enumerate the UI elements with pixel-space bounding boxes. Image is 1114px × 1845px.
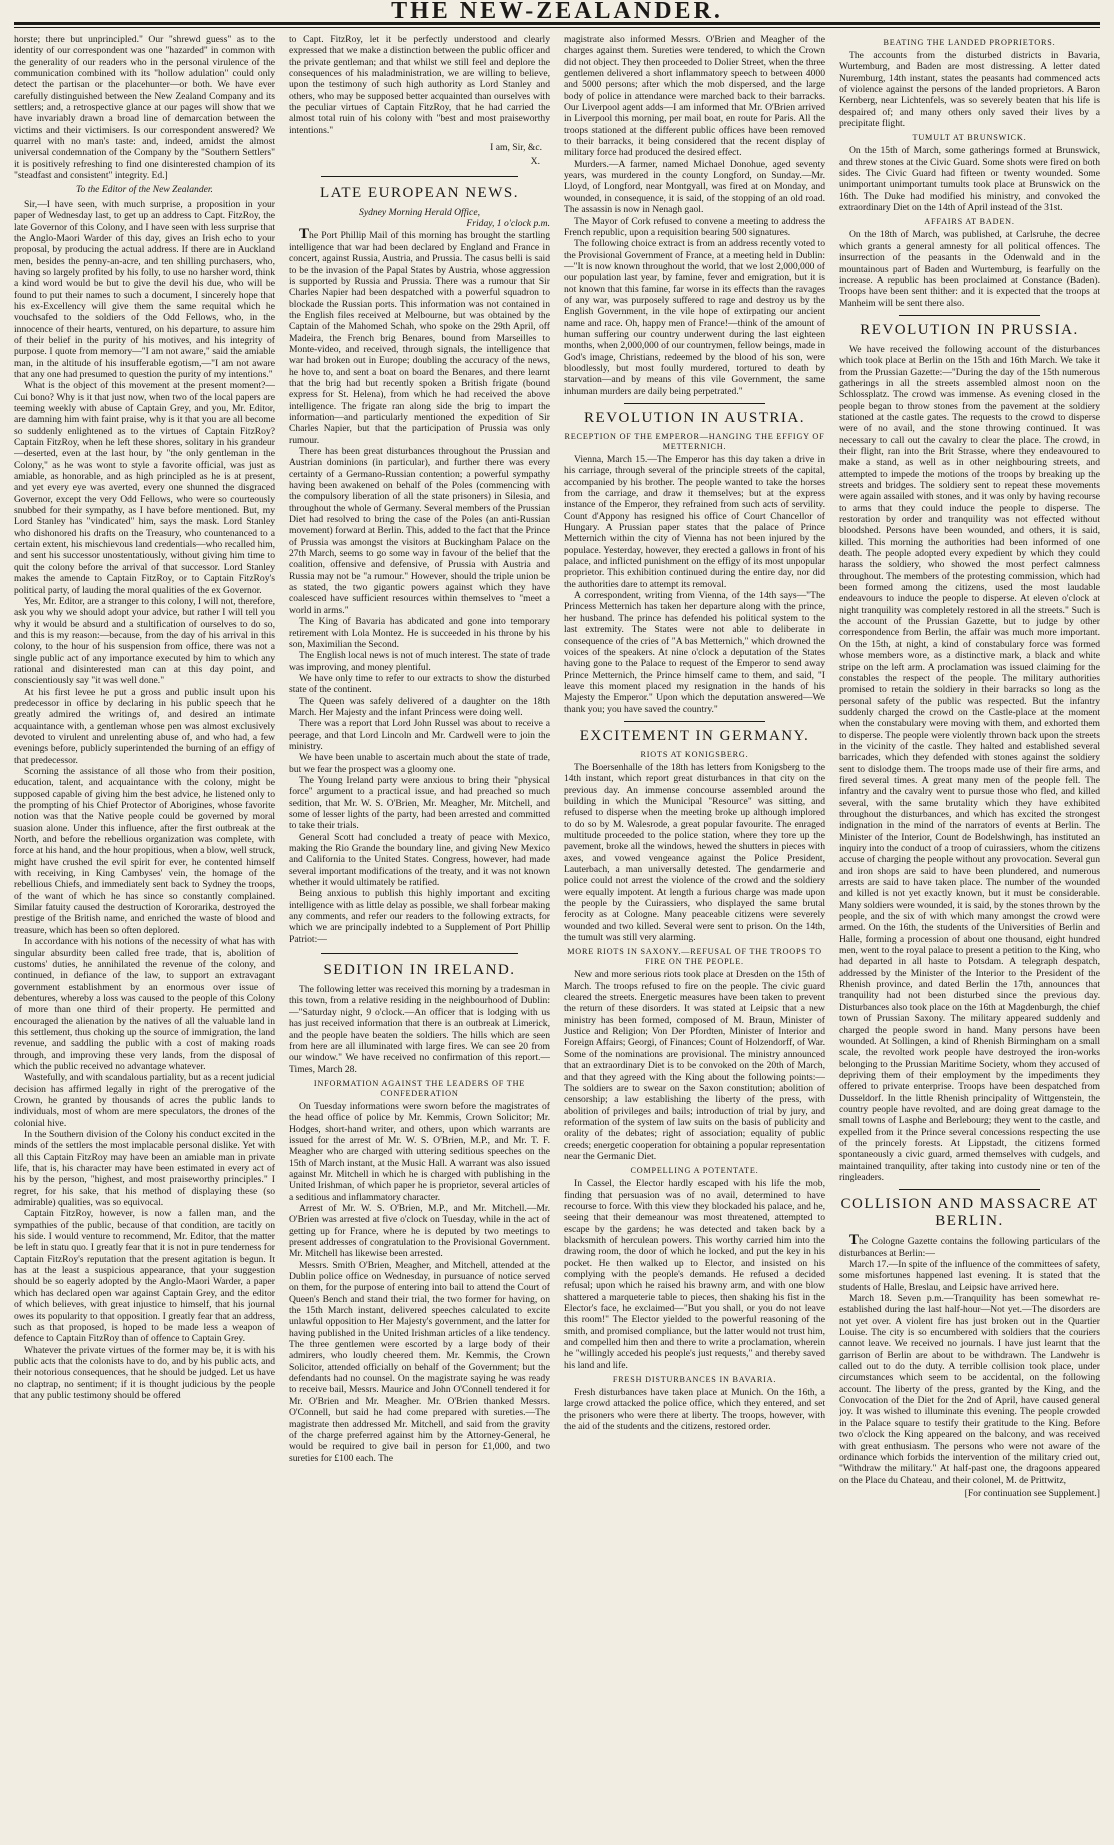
article-paragraph: On the 15th of March, some gatherings formed at Brunswick, and threw stones at the Civic Guard. Some shots were fired on both sides. The Civic Guard had fifteen or twenty wounded. Some unimportant unimportant tumults took place at Brunswick on the 16th. The Duke had modified his ministry, and convoked the extraordinary Diet on the 14th of April instead of the 31st. <box>839 145 1100 214</box>
article-paragraph: In accordance with his notions of the necessity of what has with singular absurdity been called free trade, that is, abolition of customs' duties, he annihilated the revenue of the colony, and continued, in defiance of the law, to support an extravagant government establishment by an enormous over issue of debentures, whereby a loss was caused to the people of this Colony of more than one third of their property. He permitted and encouraged the alienation by the natives of all the valuable land in this settlement, thus choking up the source of immigration, the land revenue, and saddling the public with a cost of making roads through, and improving these very lands, from the disposal of which the public received no advantage whatever. <box>14 936 275 1072</box>
article-paragraph: At his first levee he put a gross and public insult upon his predecessor in office by declaring in his public speech that he greatly admired the writings of, and desired an intimate acquaintance with, a gentleman whose pen was almost exclusively devoted to virulent and unrelenting abuse of, and who had, a few evenings before, publicly superintended the burning of an effigy of that predecessor. <box>14 686 275 766</box>
article-paragraph: The Mayor of Cork refused to convene a meeting to address the French republic, upon a requisition bearing 500 signatures. <box>564 215 825 238</box>
article-paragraph: Messrs. Smith O'Brien, Meagher, and Mitchell, attended at the Dublin police office on Wednesday, in pursuance of notice served on them, for the purpose of entering into bail to attend the Court of Queen's Bench and stand their trial, the two former for having, on the 15th March instant, delivered speeches calculated to excite unlawful opposition to Her Majesty's government, and the latter for having published in the United Irishman articles of a like tendency. The three gentlemen were escorted by a large body of their admirers, who loudly cheered them. Mr. Kemmis, the Crown Solicitor, attended officially on behalf of the Government; but the defendants had no counsel. On the magistrate saying he was ready to receive bail, Messrs. Maurice and John O'Connell tendered it for Mr. O'Brien and Mr. Meagher. Mr. O'Brien thanked Messrs. O'Connell, but said he had come prepared with sureties.—The magistrate then addressed Mr. Mitchell, and said from the gravity of the charge preferred against him by the Attorney-General, he would be required to give bail in person for £1,000, and two sureties for £100 each. The <box>289 1259 550 1464</box>
article-austria <box>564 454 825 715</box>
article-paragraph: The following letter was received this morning by a tradesman in this town, from a relative residing in the neighbourhood of Dublin:—"Saturday night, 9 o'clock.—An officer that is lodging with us has just received information that there is an outbreak at Limerick, and the people have beaten the soldiers. The hills which are seen from here are all illuminated with large fires. We can see 20 from our window." We have received no confirmation of this report.—Times, March 28. <box>289 984 550 1075</box>
article-paragraph: Yes, Mr. Editor, are a stranger to this colony, I will not, therefore, ask you why we should adopt your advice, but rather I will tell you why it would be absurd and a stultification of ourselves to do so, and this is my reason:—because, from the day of his arrival in this colony, to the hour of his suspension from office, there was not a single public act of any importance executed by him to which any rational and disinterested man can at this day point, and conscientiously say "it was well done." <box>14 595 275 687</box>
article-paragraph: Murders.—A farmer, named Michael Donohue, aged seventy years, was murdered in the county Longford, on Sunday.—Mr. Lloyd, of Longford, near Montgyall, was fired at on Monday, and wounded, in consequence, it is said, of the stopping of an old road. The assassin is now in Nenagh gaol. <box>564 158 825 216</box>
subheading-confederation: INFORMATION AGAINST THE LEADERS OF THE CONFEDERATION <box>313 1078 526 1098</box>
article-paragraph: Arrest of Mr. W. S. O'Brien, M.P., and Mr. Mitchell.—Mr. O'Brien was arrested at five o'clock on Tuesday, while in the act of getting up for France, where he is deputed by two meetings to present addresses of congratulation to the Provisional Government. Mr. Mitchell has likewise been arrested. <box>289 1202 550 1260</box>
article-paragraph: Vienna, March 15.—The Emperor has this day taken a drive in his carriage, through several of the principle streets of the capital, accompanied by his brother. The people wanted to take the horses from the carriage, and draw it themselves; but at the express instance of the Emperor, they refrained from such acts of servility. Count d'Appony has resigned his office of Court Chancellor of Hungary. A Prussian paper states that the palace of Prince Metternich within the city of Vienna has not been injured by the populace. Yesterday, however, they erected a gallows in front of his palace, and inflicted punishment on the effigy of its most unpopular proprietor. This exhibition continued during the entire day, nor did the authorities dare to attempt its removal. <box>564 454 825 590</box>
subheading-potentate: COMPELLING A POTENTATE. <box>630 1166 759 1176</box>
subheading-bavaria: FRESH DISTURBANCES IN BAVARIA. <box>612 1375 777 1385</box>
article-paragraph: The Queen was safely delivered of a daughter on the 18th March. Her Majesty and the infant Princess were doing well. <box>289 695 550 718</box>
article-paragraph: The following choice extract is from an address recently voted to the Provisional Government of France, at a meeting held in Dublin:—"It is now known throughout the world, that we lost 2,000,000 of our population last year, by famine, fever and emigration, but it is not known that this famine, far worse in its effects than the ravages of any war, was purposely suffered to rage and destroy us by the English Government, in the vile hope of extirpating our ancient name and race. Oh, happy men of France!—think of the amount of human suffering our country underwent during the last eighteen months, when 2,000,000 of our countrymen, fellow beings, made in God's image, Christians, redeemed by the blood of his son, were bloodlessly, but most foully murdered, tortured to death by starvation—and by means of this vile Government, the same inhuman murders are daily being perpetrated." <box>564 238 825 397</box>
subheading-metternich: RECEPTION OF THE EMPEROR—HANGING THE EFFIGY OF METTERNICH. <box>564 432 825 451</box>
subheading-landed-proprietors: BEATING THE LANDED PROPRIETORS. <box>883 38 1056 47</box>
article-paragraph: Whatever the private virtues of the former may be, it is with his public acts that the colonists have to do, and by his public acts, and their notorious consequences, that he should be judged. Let us have no claptrap, no sentiment; if it is thought judicious by the people that any public testimony should be offered <box>14 1344 275 1401</box>
article-paragraph: magistrate also informed Messrs. O'Brien and Meagher of the charges against them. Sureties were tendered, to which the Crown did not object. They then proceeded to Dolier Street, when the three gentlemen delivered a short inflammatory speech to between 4000 and 5000 persons; after which the mob dispersed, and the large body of police in attendance were marched back to their barracks. Our Liverpool agent adds—I am informed that Mr. O'Brien arrived in Liverpool this morning, per mail boat, en route for Paris. All the troops stationed at the different public offices have been removed to their barracks, it being considered that the recent display of military force had produced the desired effect. <box>564 34 825 159</box>
dateline: Sydney Morning Herald Office, <box>359 206 480 218</box>
headline-revolution-in-austria: REVOLUTION IN AUSTRIA. <box>584 410 805 426</box>
column-1 <box>14 34 275 1834</box>
masthead: THE NEW-ZEALANDER. <box>391 0 723 22</box>
article-paragraph: In the Southern division of the Colony his conduct excited in the minds of the settlers the most implacable personal dislike. Yet with all this Captain FitzRoy may have been an amiable man in private life, that is, his character may have been estimated in every act of his by the person, "highest, and most praiseworthy principles." I regret, for his sake, that his method of displaying these (so admirable) qualities, was so equivocal. <box>14 1129 275 1209</box>
section-divider <box>899 1189 1040 1190</box>
article-paragraph: New and more serious riots took place at Dresden on the 15th of March. The troops refused to fire on the people. The civic guard cleared the streets. Energetic measures have been taken to prevent the return of these disorders. It was stated at Leipsic that a new ministry has been formed, composed of M. Braun, Minister of Justice and Religion; Von Der Pfordten, Minister of Interior and Foreign Affairs; Georgi, of Finances; Count of Holzendorff, of War. Some of the nominations are provisional. The ministry announced that an extraordinary Diet is to be convoked on the 20th of March, and that they agreed with the King about the following points:—The soldiers are to swear on the Saxon constitution; abolition of censorship; a law establishing the liberty of the press, with abolition of privileges and bails; introduction of trial by jury, and reformation of the system of law suits on the basis of publicity and orality of the debates; right of association; equality of public creeds; energetic cooperation for obtaining a popular representation near the Germanic Diet. <box>564 969 825 1162</box>
article-paragraph: On the 18th of March, was published, at Carlsruhe, the decree which grants a general amnesty for all political offences. The insurrection of the peasants in the Odenwald and in the mountainous part of Baden and Wurtemburg, is fearfully on the increase. A republic has been proclaimed at Constance (Baden). Troops have been sent thither: and it is expected that the troops at Manheim will be sent there also. <box>839 229 1100 309</box>
column-4 <box>839 34 1100 1834</box>
article-paragraph: In Cassel, the Elector hardly escaped with his life the mob, finding that persuasion was of no avail, determined to have recourse to force. With this view they blockaded his palace, and he, seeing that their demeanour was most threatened, attempted to escape by the gardens; he was detected and taken back by a blacksmith of herculean powers. This worthy carried him into the drawing room, the door of which he locked, and put the key in his pocket. He then walked up to Elector, and insisted on his complying with the people's demands. He refused a decided refusal; upon which he raised his brawny arm, and with one blow shattered a marqueterie table to pieces, then shaking his fist in the Elector's face, he exclaimed—"But you shall, or you do not leave this room!" The Elector yielded to the powerful reasoning of the smith, and promised compliance, but the latter would not trust him, and compelled him then and there to write a proclamation, wherein he "willingly acceded his people's just requests," and thereby saved his land and life. <box>564 1178 825 1371</box>
article-berlin <box>839 1232 1100 1486</box>
article-paragraph: Sir,—I have seen, with much surprise, a proposition in your paper of Wednesday last, to get up an address to Capt. FitzRoy, the late Governor of this Colony, and I have seen with less surprise that the Anglo-Maori Warder of this day, gives an Irish echo to your proposal, by producing the actual address. If there are in Auckland men, besides the penny-an-acre, and ten shilling purchasers, who, having so largely profited by his folly, to use no harsher word, think a kind word would be but to give the devil his due, who will be found to put their names to such a document, I sincerely hope that his ex-Excellency will give them the same requital which he vouchsafed to the soldiers of the Odd Fellows, who, in the innocence of their hearts, ventured, on his departure, to assure him of their belief in the purity of his motives, and his integrity of purpose. I quote from memory—"I am not aware," said the amiable man, in the altitude of his insufferable egotism,—"I am not aware that any one had presumed to question the purity of my intentions." <box>14 198 275 380</box>
article-paragraph: March 17.—In spite of the influence of the committees of safety, some misfortunes happened last evening. It is stated that the students of Halle, Breslau, and Leipsic have arrived here. <box>839 1259 1100 1293</box>
columns <box>14 34 1100 1834</box>
headline-late-european-news: LATE EUROPEAN NEWS. <box>320 184 519 201</box>
article-paragraph: The Boersenhalle of the 18th has letters from Konigsberg to the 14th instant, which report great disturbances in that city on the previous day. An immense concourse assembled around the building in which the Municipal "Resource" was sitting, and refused to disperse when the meeting broke up although implored to do so by M. Walesrode, a great popular favourite. The enraged multitude proceeded to the police station, where they tore up the pavement, broke all the windows, hewed the shutters in pieces with axes, and vowed vengeance against the Police President, Lauterbach, a man universally detested. The gendarmerie and police could not arrest the violence of the crowd and the soldiery were equally impotent. At length a furious charge was made upon the people by the Cuirassiers, who displayed the same brutal ferocity as at Cologne. Many peaceable citizens were severely wounded and two killed. Several were sent to prison. On the 14th, the tumult was still very alarming. <box>564 761 825 944</box>
headline-revolution-in-prussia: REVOLUTION IN PRUSSIA. <box>860 321 1079 338</box>
article-paragraph: On Tuesday informations were sworn before the magistrates of the head office of police by Mr. Kemmis, Crown Solicitor; Mr. Hodges, short-hand writer, and others, upon which warrants are issued for the arrest of Mr. W. S. O'Brien, M.P., and Mr. T. F. Meagher who are charged with uttering seditious speeches on the 15th of March instant, at the Music Hall. A warrant was also issued against Mr. Mitchell in which he is charged with publishing in the United Irishman, of which paper he is proprietor, several articles of a seditious and inflammatory character. <box>289 1100 550 1203</box>
subheading-konigsberg: RIOTS AT KONIGSBERG. <box>640 749 749 759</box>
letter-signature: I am, Sir, &c. <box>490 142 542 154</box>
letter-ending: to Capt. FitzRoy, let it be perfectly understood and clearly expressed that we make a distinction between the public officer and the private gentleman; and that whilst we still feel and deplore the consequences of his maladministration, we are willing to believe, upon the testimony of such high authority as Lord Stanley and others, who may be supposed better acquainted than ourselves with the peculiar virtues of Captain FitzRoy, that he had carried the almost total ruin of his colony with "best and most praiseworthy intentions." <box>289 34 550 136</box>
section-divider <box>321 953 518 954</box>
article-paragraph: March 18. Seven p.m.—Tranquility has been somewhat re-established during the last half-hour—Not yet.—The disorders are not yet over. A violent fire has just broken out in the Quartier Louise. The city is so encumbered with soldiers that the couriers cannot leave. We received no journals. I have just learnt that the garrison of Berlin are about to be withdrawn. The Landwehr is called out to do the duty. A terrible collision took place, under circumstances which seem to be accidental, on the following account. The liberty of the press, granted by the King, and the Convocation of the Diet for the 2nd of April, have caused general joy. It was wished to illuminate this evening. The people crowded in the Palace square to testify their gratitude to the King. Before two o'clock the King appeared on the balcony, and was received with great enthusiasm. The persons who were not aware of the ordinance which forbids the intervention of the military cried out, "Withdraw the military." At half-past one, the dragoons appeared on the Place du Chateau, and their colonel, M. de Prittwitz, <box>839 1293 1100 1486</box>
subheading-baden: AFFAIRS AT BADEN. <box>924 217 1015 227</box>
subheading-brunswick: TUMULT AT BRUNSWICK. <box>912 133 1027 143</box>
article-paragraph: The accounts from the disturbed districts in Bavaria, Wurtemburg, and Baden are most distressing. A letter dated Nuremburg, 14th instant, states the peasants had commenced acts of violence against the persons of the landed proprietors. A Baron Kernberg, near Lichtenfels, was so severely beaten that his life is despaired of; and many others only saved their lives by a precipitate flight. <box>839 50 1100 130</box>
article-paragraph: A correspondent, writing from Vienna, of the 14th says—"The Princess Metternich has taken her departure along with the prince, her husband. The prince has defended his political system to the last extremity. The States were not able to deliberate in consequence of the cries of "A bas Metternich," which drowned the voices of the speakers. At nine o'clock a deputation of the States having gone to the Palace to request of the Emperor to send away Prince Metternich, the Prince himself came to them, and said, "I leave this moment placed my resignation in the hands of his Majesty the Emperor." Upon which the deputation answered—We thank you; you have saved the country." <box>564 590 825 715</box>
article-european-news <box>289 226 550 945</box>
article-ireland-continued <box>564 34 825 397</box>
article-paragraph: We have been unable to ascertain much about the state of trade, but we fear the prospect was a gloomy one. <box>289 752 550 775</box>
subheading-saxony: MORE RIOTS IN SAXONY.—REFUSAL OF THE TROOPS TO FIRE ON THE PEOPLE. <box>567 947 822 967</box>
article-paragraph: horste; there but unprincipled." Our "shrewd guess" as to the identity of our correspondent was one "hazarded" in common with the generality of our readers who in the personal virulence of the communication combined with its "hollow adulation" could only detect the partisan or the placehunter—or both. We have ever carefully distinguished between the New Zealand Company and its settlers; and, a retrospective glance at our pages will show that we have invariably drawn a broad line of demarcation between the victims and their victimisers. Is our correspondent answered? We quarrel with no man's taste: and, indeed, amidst the almost universal condemnation of the Company by the "Southern Settlers" it is positively refreshing to find one disinterested champion of its "steadfast and consistent" integrity. Ed.] <box>14 34 275 182</box>
masthead-rule-thin <box>14 27 1100 28</box>
column-3 <box>564 34 825 1834</box>
article-paragraph: Captain FitzRoy, however, is now a fallen man, and the sympathies of the public, because of that condition, are tacitly on his side. I would venture to recommend, Mr. Editor, that the matter be left in statu quo. I greatly fear that it is not in pure tenderness for Captain FitzRoy's reputation that the present agitation is begun. It has at the least a suspicious appearance, that your suggestion should be so eagerly adopted by the Anglo-Maori Warder, a paper which has declared open war against Captain Grey, and the editor of which believes, with great injustice to himself, that his journal owes its popularity to that opposition. I greatly fear that an address, such as that proposed, is hoped to be made less a weapon of defence to Captain FitzRoy than of offence to Captain Grey. <box>14 1208 275 1345</box>
headline-collision-at-berlin: COLLISION AND MASSACRE AT BERLIN. <box>840 1196 1099 1230</box>
headline-sedition-in-ireland: SEDITION IN IRELAND. <box>323 962 516 979</box>
headline-excitement-in-germany: EXCITEMENT IN GERMANY. <box>579 727 810 744</box>
article-paragraph: Scorning the assistance of all those who from their position, education, talent, and acquaintance with the colony, might be supposed capable of giving him the best advice, he listened only to the prompting of his Chief Protector of Aborigines, whose favorite notion was that the Native people could be governed by moral suasion alone. Under this influence, after the first outbreak at the North, and before the rebellious organization was complete, with force at his hand, and the hour propitious, when a blow, well struck, might have crushed the evil spirit for ever, he contented himself with receiving, in King Cambyses' vein, the homage of the rebellious Chiefs, and immediately sent back to Sydney the troops, of the want of which he has since so constantly complained. Similar fatuity caused the destruction of Kororarika, destroyed the prestige of the British name, and enriched the waste of blood and treasure, which has been so often deplored. <box>14 766 275 936</box>
section-divider <box>899 315 1040 316</box>
section-divider <box>624 403 765 404</box>
dateline-time: Friday, 1 o'clock p.m. <box>466 218 550 230</box>
article-paragraph: We have received the following account of the disturbances which took place at Berlin on the 15th and 16th March. We take it from the Prussian Gazette:—"During the day of the 15th numerous gatherings in all the streets assembled almost noon on the Schlossplatz. The crowd was immense. As evening closed in the people began to throw stones from the pavement at the soldiery stationed at the castle gates. The requests to the crowd to disperse were of no avail, and the stone throwing continued. It was necessary to call out the cavalry to clear the place. The crowd, in their flight, ran into the Brit Strasse, where they endeavoured to make a stand, as well as in other neighbouring streets, and attempted to impede the motions of the troops by breaking up the streets and bridges. The soldiery sent to repeat these movements were again assailed with stones, and it was only by having recourse to arms that they could induce the people to disperse. The restoration by order and tranquility was not effected without bloodshed. Persons have been wounded, and others, it is said, killed. This morning the authorities had been informed of one death. The people adopted every expedient by which they could harass the soldiery, who showed the most perfect calmness throughout. The members of the protesting commission, which had been formed among the citizens, used the most laudable endeavours to induce the people to disperse. At eleven o'clock at night tranquility was completely restored in all the streets." Such is the account of the Prussian Gazette, but to judge by other correspondence from Berlin, the affair was much more important. On the 15th, at night, a kind of constabulary force was formed whose members wore, as a distinctive mark, a black and white stripe on the left arm. A proclamation was issued claiming for the constables the respect of the people. The military authorities promised to retain the soldiery in their barracks so long as the personal safety of the public was respected. But the infantry suddenly charged the crowd on the Castle-place at the moment when the constabulary were moving with them, and exhorted them to disperse. The people were violently thrown back upon the streets in the vicinity of the castle. They halted and established several barricades, which they defended with stones against the soldiery sent to dislodge them. The troops made use of their fire arms, and fired several times. A great many men of the people fell. The infantry and the cavalry went to pursue those who fled, and killed several, with the same brutality which they have exhibited throughout the disturbances, and which has excited the strongest indignation in the mind of the narrators of events at Berlin. The Minister of the Interior, Count de Bodelshwingh, has instituted an inquiry into the conduct of a troop of cuirassiers, whom the citizens accuse of charging the people without any provocation. Several gun and iron shops are said to have been plundered, and numerous arrests are said to have taken place. The number of the wounded and killed is not yet exactly known, but it must be considerable. Many soldiers were wounded, it is said, by the stones thrown by the people, and the six of with which many amongst the crowd were armed. On the 16th, the students of the Universities of Berlin and Halle, forming a procession of about one thousand, eight hundred men, went to the royal palace to present a petition to the King, who had departed in all haste to Potsdam. A telegraph despatch, addressed by the Minister of the Interior to the President of the Rhenish province, and dated Berlin the 17th, announces that tranquility had not been disturbed since the previous day. Disturbances also took place on the 16th at Magdenburgh, the chief town of Prussian Saxony. The military appeared suddenly and charged the people sword in hand. Many persons have been wounded. At Sollingen, a kind of Rhenish Birmingham on a small scale, the revolted work people have destroyed the iron-works belonging to the Prussian Maritime Society, whom they accused of depriving them of their employment by the impediments they offered to private enterprise. Troops have been despatched from Dusseldorf. In the little Rhenish principality of Wittgenstein, the country people have revolted, and are doing great damage to the small towns of Lasphe and Berlebourg; they went to the castle, and expelled from it the Prince several concessions respecting the use of the princely forests. At Lippstadt, the citizens formed spontaneously a civic guard, armed themselves with cudgels, and maintained tranquility, after taking into custody nine or ten of the ringleaders. <box>839 343 1100 1183</box>
article-paragraph: The King of Bavaria has abdicated and gone into temporary retirement with Lola Montez. He is succeeded in his throne by his son, Maximilian the Second. <box>289 616 550 650</box>
article-paragraph: There has been great disturbances throughout the Prussian and Austrian dominions (in particular), and further there was every certainty of a Germano-Russian contention; a powerful sympathy having been awakened on behalf of the Poles (commencing with the compulsory liberation of all the state prisoners) in Silesia, and throughout the whole of Germany. Several members of the Prussian Diet had resolved to bring the case of the Poles (an anti-Russian movement) forward at Berlin. This, added to the fact that the Prince of Prussia was amongst the visitors at Buckingham Palace on the 27th March, seems to go some way in favour of the belief that the coalition, offensive and defensive, of Prussia with Austria and Russia may not be "a rumour." However, should the triple union be as stated, the two gigantic powers against which they have coalesced have sufficient resources within themselves to "meet a world in arms." <box>289 446 550 616</box>
article-paragraph: The Young Ireland party were anxious to bring their "physical force" argument to a practical issue, and had preached so much sedition, that Mr. W. S. O'Brien, Mr. Meagher, Mr. Mitchell, and some of lesser lights of the party, had been arrested and committed to take their trials. <box>289 774 550 832</box>
article-paragraph: We have only time to refer to our extracts to show the disturbed state of the continent. <box>289 672 550 696</box>
article-paragraph: To the Editor of the New Zealander. <box>76 184 213 196</box>
article-paragraph: The English local news is not of much interest. The state of trade was improving, and money plentiful. <box>289 650 550 673</box>
continuation-note: [For continuation see Supplement.] <box>964 1487 1100 1499</box>
article-paragraph: There was a report that Lord John Russel was about to receive a peerage, and that Lord Lincoln and Mr. Cardwell were to join the ministry. <box>289 718 550 752</box>
letter-signer: X. <box>530 156 540 168</box>
article-paragraph: What is the object of this movement at the present moment?—Cui bono? Why is it that just now, when two of the local papers are teeming weekly with abuse of Captain Grey, and you, Mr. Editor, are damning him with faint praise, why is it that you are all become so suddenly enlightened as to the virtues of Captain FitzRoy? Captain FitzRoy, when he left these shores, solitary in his grandeur—deserted, even at the last hour, by "the only gentleman in the Colony," as he was wont to style a favorite official, was just as amiable, as honorable, and as high principled as he is at present, and yet every eye was averted, every one shunned the disgraced Governor, except the very Odd Fellows, who were so courteously snubbed for their sympathy, as I have before mentioned. But, my Lord Stanley has "vindicated" him, says the mask. Lord Stanley who dishonored his drafts on the Treasury, who countenanced to a certain extent, his mischievous land credentials—who recalled him, and sent his successor unostentatiously, without giving him time to quit the colony before the arrival of that successor. Lord Stanley makes the amende to Captain FitzRoy, or to Captain FitzRoy's political party, of lauding the moral qualities of the ex Governor. <box>14 380 275 596</box>
masthead-rule <box>14 22 1100 25</box>
section-divider <box>624 721 765 722</box>
article-paragraph: The Port Phillip Mail of this morning has brought the startling intelligence that war had been declared by England and France in concert, against Russia, Austria, and Prussia. The casus belli is said to be the invasion of the Papal States by Austria, whose aggression is supported by Russia and Prussia. There was a rumour that Sir Charles Napier had been despatched with a powerful squadron to blockade the Russian ports. This information was not contained in the English files received at Melbourne, but was obtained by the Captain of the Mahomed Schah, who spoke on the 29th April, off Madeira, the French brig Benares, bound from Marseilles to Monte-video, and received, through signals, the intelligence that war had broken out in Europe; doubling the accuracy of the news, he hove to, and sent a boat on board the Benares, and there learnt that the brig had but recently spoken a British frigate (bound express for St. Helena), from which he had received the above intelligence. The frigate ran along side the brig to impart the information—and particularly mentioned the expedition of Sir Charles Napier, but that the participation of Prussia was only rumour. <box>289 226 550 446</box>
column-2 <box>289 34 550 1834</box>
article-paragraph: Wastefully, and with scandalous partiality, but as a recent judicial decision has affirmed legally in right of the prerogative of the Crown, he granted by thousands of acres the public lands to individuals, most of whom are mere speculators, the drones of the colonial hive. <box>14 1072 275 1129</box>
article-prussia <box>839 344 1100 1183</box>
article-paragraph: Being anxious to publish this highly important and exciting intelligence with as little delay as possible, we shall forbear making any comments, and refer our readers to the following extracts, for which we are principally indebted to a Supplement of Port Phillip Patriot:— <box>289 888 550 945</box>
article-paragraph: The Cologne Gazette contains the following particulars of the disturbances at Berlin:— <box>839 1232 1100 1259</box>
section-divider <box>321 176 518 177</box>
article-paragraph: Fresh disturbances have taken place at Munich. On the 16th, a large crowd attacked the police office, which they entered, and set the prisoners who were there at liberty. The troops, however, with the aid of the students and the citizens, restored order. <box>564 1387 825 1433</box>
article-paragraph: General Scott had concluded a treaty of peace with Mexico, making the Rio Grande the boundary line, and giving New Mexico and California to the United States. Congress, however, had made several important modifications of the treaty, and it was not known whether it would ultimately be ratified. <box>289 831 550 889</box>
